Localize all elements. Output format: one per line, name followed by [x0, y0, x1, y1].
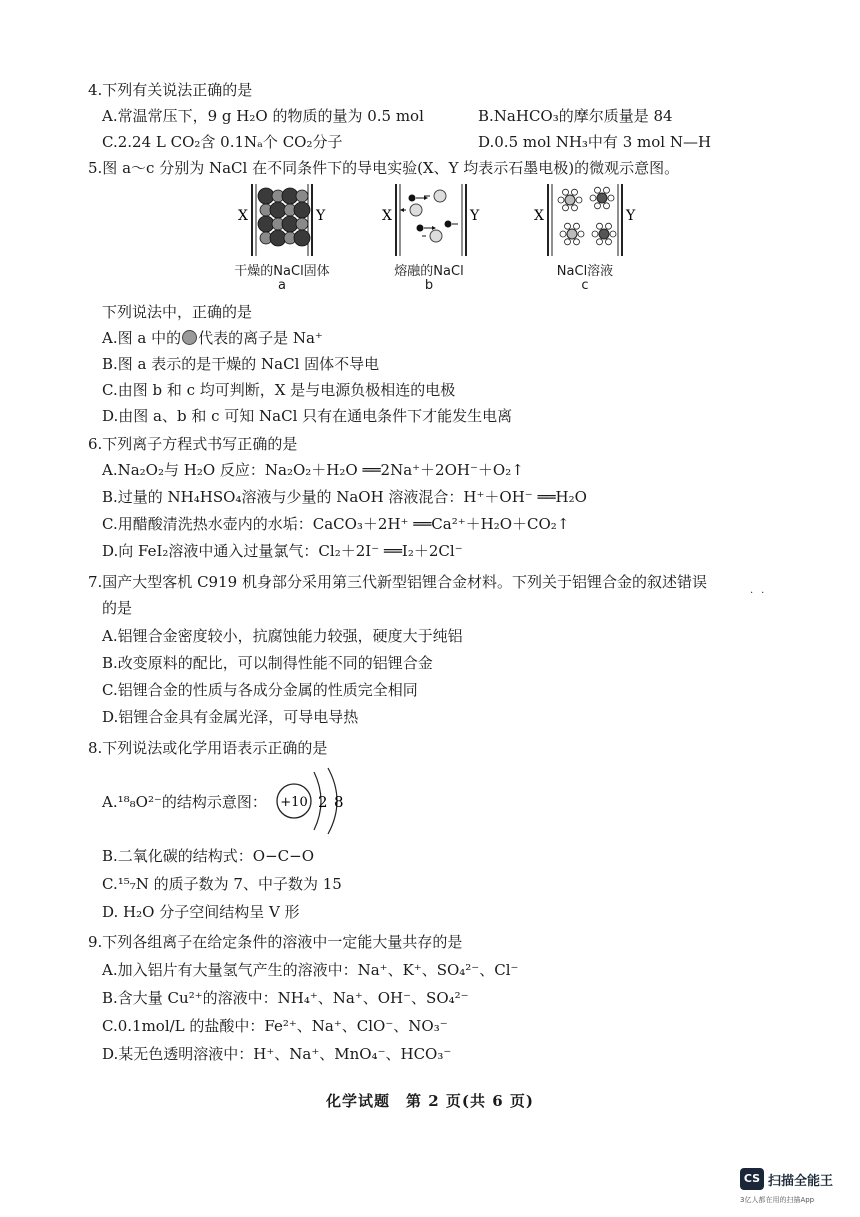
q5-option-b: B.图 a 表示的是干燥的 NaCl 固体不导电 [102, 355, 380, 373]
q7-stem: 7.国产大型客机 C919 机身部分采用第三代新型铝锂合金材料。下列关于铝锂合金的叙述错误 [88, 573, 707, 591]
q5-sub-stem: 下列说法中，正确的是 [102, 303, 253, 321]
q8-option-d: D. H₂O 分子空间结构呈 V 形 [102, 903, 300, 921]
figure-c-y-label: Y [626, 208, 636, 224]
figure-a-caption: 干燥的NaCl固体 [234, 264, 330, 279]
q5-option-a-text: A.图 a 中的 [102, 329, 182, 347]
q9-option-b: B.含大量 Cu²⁺的溶液中：NH₄⁺、Na⁺、OH⁻、SO₄²⁻ [102, 989, 469, 1007]
figure-b-y-label: Y [470, 208, 480, 224]
figure-b-tag: b [424, 278, 434, 293]
hydrated-ion [558, 189, 582, 211]
q8-option-a: A.¹⁸₈O²⁻的结构示意图： [102, 793, 267, 811]
gray-ion-icon [182, 330, 197, 345]
figure-a-diagram [238, 184, 326, 256]
q6-option-c: C.用醋酸清洗热水壶内的水垢：CaCO₃＋2H⁺ ══Ca²⁺＋H₂O＋CO₂↑ [102, 515, 570, 533]
q4-option-a: A.常温常压下，9 g H₂O 的物质的量为 0.5 mol [102, 107, 424, 125]
lattice-ion [296, 190, 308, 202]
q7-stem-cont: 的是 [102, 599, 133, 617]
q4-option-d: D.0.5 mol NH₃中有 3 mol N—H [478, 133, 712, 151]
q6-option-a: A.Na₂O₂与 H₂O 反应：Na₂O₂＋H₂O ══2Na⁺＋2OH⁻＋O₂↑ [102, 461, 524, 479]
q5-option-d: D.由图 a、b 和 c 可知 NaCl 只有在通电条件下才能发生电离 [102, 407, 513, 425]
hydrated-ion [560, 223, 584, 245]
scanner-app-name: 扫描全能王 [768, 1174, 834, 1189]
figure-c-x-label: X [534, 208, 544, 224]
scanner-watermark [740, 1168, 850, 1208]
figure-a-tag: a [278, 278, 286, 293]
scanner-tagline: 3亿人都在用的扫描App [740, 1196, 815, 1204]
q9-option-c: C.0.1mol/L 的盐酸中：Fe²⁺、Na⁺、ClO⁻、NO₃⁻ [102, 1017, 448, 1035]
figure-c-diagram [534, 184, 636, 256]
atom-shell-1-label: 2 [318, 793, 328, 811]
scanner-logo-icon: CS [740, 1168, 764, 1190]
hydrated-ion [592, 223, 616, 245]
q5-option-a-tail: 代表的离子是 Na⁺ [198, 329, 323, 347]
q5-option-c: C.由图 b 和 c 均可判断，X 是与电源负极相连的电极 [102, 381, 456, 399]
figure-a-x-label: X [238, 208, 248, 224]
q9-stem: 9.下列各组离子在给定条件的溶液中一定能大量共存的是 [88, 933, 463, 951]
lattice-ion [296, 218, 308, 230]
q7-option-a: A.铝锂合金密度较小，抗腐蚀能力较强，硬度大于纯铝 [102, 627, 463, 645]
q9-option-d: D.某无色透明溶液中：H⁺、Na⁺、MnO₄⁻、HCO₃⁻ [102, 1045, 452, 1063]
q7-option-c: C.铝锂合金的性质与各成分金属的性质完全相同 [102, 681, 418, 699]
q6-stem: 6.下列离子方程式书写正确的是 [88, 435, 298, 453]
lattice-ion [294, 202, 310, 218]
q6-option-b: B.过量的 NH₄HSO₄溶液与少量的 NaOH 溶液混合：H⁺＋OH⁻ ══H₂O [102, 488, 587, 506]
q7-option-b: B.改变原料的配比，可以制得性能不同的铝锂合金 [102, 654, 433, 672]
atom-nucleus-label: +10 [280, 795, 308, 810]
atom-shell-2-label: 8 [334, 793, 344, 811]
q4-option-c: C.2.24 L CO₂含 0.1Nₐ个 CO₂分子 [102, 133, 343, 151]
q5-figures [0, 180, 860, 262]
figure-c-caption: NaCl溶液 [556, 264, 614, 279]
figure-b-diagram [382, 184, 480, 256]
figure-b-x-label: X [382, 208, 392, 224]
page-footer: 化学试题 第 2 页(共 6 页) [326, 1092, 534, 1110]
q5-stem: 5.图 a～c 分别为 NaCl 在不同条件下的导电实验(X、Y 均表示石墨电极)的微观示意图。 [88, 159, 680, 177]
q5-option-a [102, 328, 323, 348]
q4-stem: 4.下列有关说法正确的是 [88, 81, 253, 99]
q6-option-d: D.向 FeI₂溶液中通入过量氯气：Cl₂＋2I⁻ ══I₂＋2Cl⁻ [102, 542, 463, 560]
q4-option-b: B.NaHCO₃的摩尔质量是 84 [478, 107, 673, 125]
emphasis-dots: ·· [750, 588, 773, 599]
atom-structure-diagram [270, 764, 360, 840]
q9-option-a: A.加入铝片有大量氢气产生的溶液中：Na⁺、K⁺、SO₄²⁻、Cl⁻ [102, 961, 519, 979]
lattice-ion [294, 230, 310, 246]
figure-c-tag: c [581, 278, 589, 293]
q8-stem: 8.下列说法或化学用语表示正确的是 [88, 739, 328, 757]
q8-option-c: C.¹⁵₇N 的质子数为 7、中子数为 15 [102, 875, 342, 893]
figure-a-y-label: Y [316, 208, 326, 224]
figure-b-caption: 熔融的NaCl [394, 264, 464, 279]
q7-option-d: D.铝锂合金具有金属光泽，可导电导热 [102, 708, 359, 726]
hydrated-ion [590, 187, 614, 209]
q8-option-b: B.二氧化碳的结构式：O−C−O [102, 847, 315, 865]
